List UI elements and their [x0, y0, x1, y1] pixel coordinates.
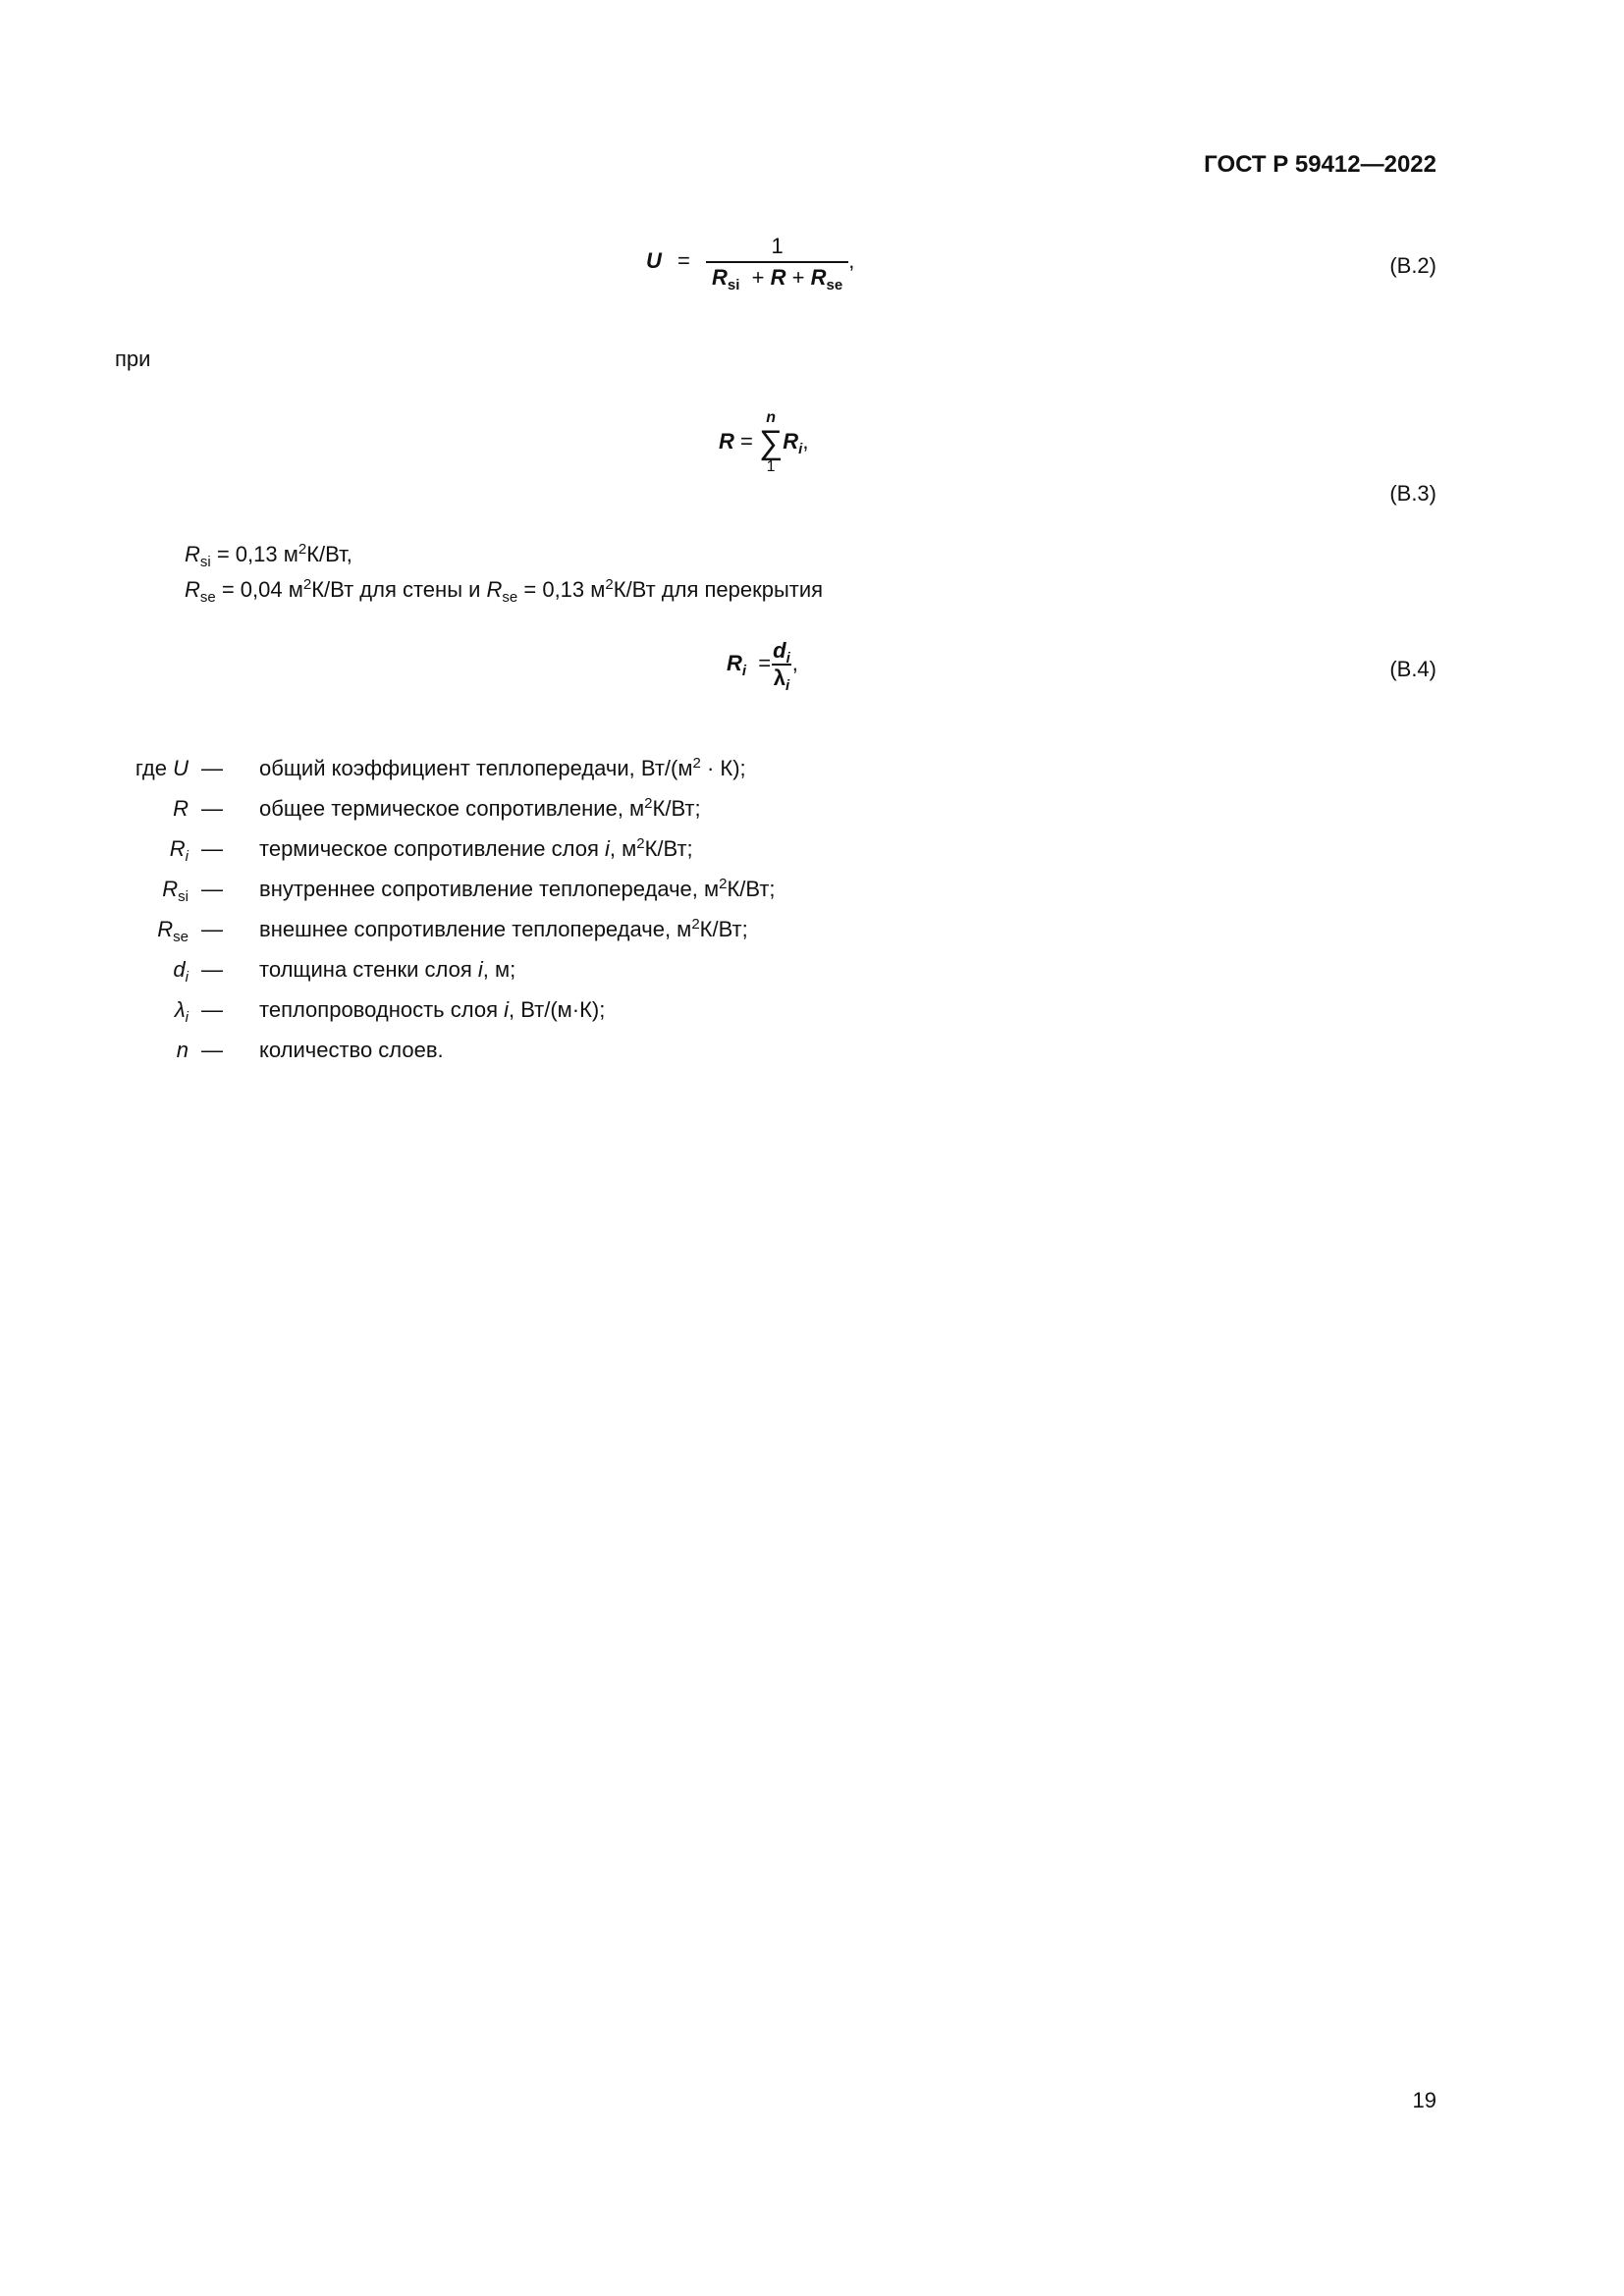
symbol: U: [173, 756, 189, 780]
text: = 0,13 м: [210, 542, 298, 566]
i-symbol: i: [504, 997, 509, 1022]
legend-symbol: [169, 836, 189, 865]
text: · К);: [700, 756, 746, 780]
lambda-symbol: λ: [773, 666, 785, 690]
dash: —: [201, 836, 223, 861]
sum-upper: n: [766, 409, 777, 426]
text: общее термическое сопротивление, м: [259, 796, 645, 821]
d-symbol: d: [773, 638, 786, 663]
fraction: [706, 234, 848, 294]
page-number: 19: [1412, 2088, 1436, 2112]
plus: +: [751, 265, 765, 290]
superscript: 2: [644, 795, 653, 812]
r-symbol: R: [486, 577, 503, 602]
text: внешнее сопротивление теплопередаче, м: [259, 917, 692, 941]
symbol: R: [169, 836, 186, 861]
superscript: 2: [719, 876, 728, 892]
r-symbol: R: [770, 265, 786, 290]
legend-description: [259, 999, 605, 1021]
equation-b2: [646, 234, 855, 294]
sum-operator: [759, 410, 783, 475]
symbol: R: [162, 877, 179, 901]
equation-b4: [727, 638, 798, 694]
subscript: si: [178, 888, 189, 905]
legend-description: [259, 959, 515, 981]
text: термическое сопротивление слоя i, м: [259, 836, 637, 861]
text: = 0,04 м: [215, 577, 303, 602]
legend-symbol: [135, 758, 189, 779]
superscript: 2: [691, 916, 700, 933]
prefix: где: [135, 756, 174, 780]
r-symbol: R: [712, 265, 728, 290]
legend-symbol: [173, 798, 189, 820]
legend-row: [0, 876, 1624, 908]
comma: ,: [791, 650, 798, 675]
text: = 0,13 м: [517, 577, 606, 602]
r-symbol: R: [783, 428, 799, 454]
legend-symbol: [177, 1040, 189, 1061]
equation-b3: [719, 410, 808, 475]
document-header: ГОСТ Р 59412—2022: [1204, 151, 1436, 178]
symbol: R: [157, 917, 174, 941]
text: К/Вт для перекрытия: [613, 577, 824, 602]
condition-rse: [185, 576, 824, 606]
sum-lower: 1: [766, 458, 776, 475]
r-symbol: R: [719, 428, 734, 454]
legend-description: [259, 835, 693, 861]
superscript: 2: [636, 835, 645, 852]
equation-number-b4: (В.4): [1389, 657, 1436, 681]
equation-number-b2: (В.2): [1389, 253, 1436, 278]
text: толщина стенки слоя i, м;: [259, 957, 516, 982]
subscript: i: [185, 969, 189, 986]
dash: —: [201, 917, 223, 941]
legend-row: [0, 999, 1624, 1029]
i-symbol: i: [477, 957, 483, 982]
legend-row: [0, 835, 1624, 868]
numerator: 1: [771, 234, 784, 258]
legend-description: [259, 795, 701, 821]
legend-symbol: [173, 957, 189, 986]
legend-row: [0, 755, 1624, 787]
condition-rsi: [185, 541, 352, 570]
superscript: 2: [692, 755, 701, 772]
i-symbol: i: [605, 836, 610, 861]
eq-sign: =: [740, 428, 753, 454]
eq-sign: =: [677, 247, 690, 273]
text: К/Вт,: [306, 542, 352, 566]
legend-row: [0, 916, 1624, 948]
plus: +: [791, 265, 805, 290]
superscript: 2: [298, 541, 307, 558]
text: К/Вт;: [652, 796, 701, 821]
legend-symbol: [157, 917, 189, 945]
dash: —: [201, 1038, 223, 1062]
dash: —: [201, 796, 223, 821]
fraction: [771, 638, 792, 694]
subscript: i: [185, 1009, 189, 1026]
subscript: i: [785, 677, 790, 694]
equation-number-b3: (В.3): [1389, 481, 1436, 506]
text: К/Вт;: [727, 877, 776, 901]
subscript: se: [173, 929, 189, 945]
legend-row: [0, 1040, 1624, 1069]
subscript: i: [798, 440, 803, 457]
subscript: se: [826, 277, 843, 294]
superscript: 2: [302, 576, 312, 593]
comma: ,: [848, 247, 855, 273]
comma: ,: [802, 428, 809, 454]
symbol: R: [173, 796, 189, 821]
dash: —: [201, 756, 223, 780]
legend-description: [259, 916, 748, 941]
legend-symbol: [162, 877, 189, 905]
dash: —: [201, 957, 223, 982]
eq-symbol: U: [646, 247, 662, 273]
legend-description: [259, 876, 776, 901]
legend-description: [259, 1040, 444, 1061]
sigma-icon: ∑: [759, 424, 784, 461]
subscript: si: [727, 277, 740, 294]
subscript: i: [185, 848, 189, 865]
symbol: λ: [174, 997, 186, 1022]
symbol: n: [176, 1038, 189, 1062]
legend-symbol: [174, 997, 189, 1026]
text: теплопроводность слоя i, Вт/(м·К);: [259, 997, 606, 1022]
dash: —: [201, 997, 223, 1022]
legend-description: [259, 755, 746, 780]
text: внутреннее сопротивление теплопередаче, м: [259, 877, 720, 901]
subscript: se: [199, 589, 216, 606]
r-symbol: R: [185, 542, 200, 566]
text: К/Вт;: [644, 836, 693, 861]
legend-row: [0, 795, 1624, 828]
text: К/Вт;: [699, 917, 748, 941]
superscript: 2: [605, 576, 614, 593]
r-symbol: R: [185, 577, 200, 602]
legend-row: [0, 959, 1624, 988]
subscript: se: [502, 589, 518, 606]
symbol: d: [173, 957, 186, 982]
text: количество слоев.: [259, 1038, 444, 1062]
denominator: [706, 261, 848, 294]
r-symbol: R: [810, 265, 827, 290]
r-symbol: R: [727, 650, 742, 675]
pri-text: при: [115, 347, 151, 371]
subscript: si: [199, 554, 211, 570]
text: общий коэффициент теплопередачи, Вт/(м: [259, 756, 693, 780]
subscript: i: [785, 650, 790, 667]
eq-sign: =: [758, 650, 772, 675]
subscript: i: [741, 662, 747, 679]
dash: —: [201, 877, 223, 901]
text: К/Вт для стены и: [311, 577, 487, 602]
